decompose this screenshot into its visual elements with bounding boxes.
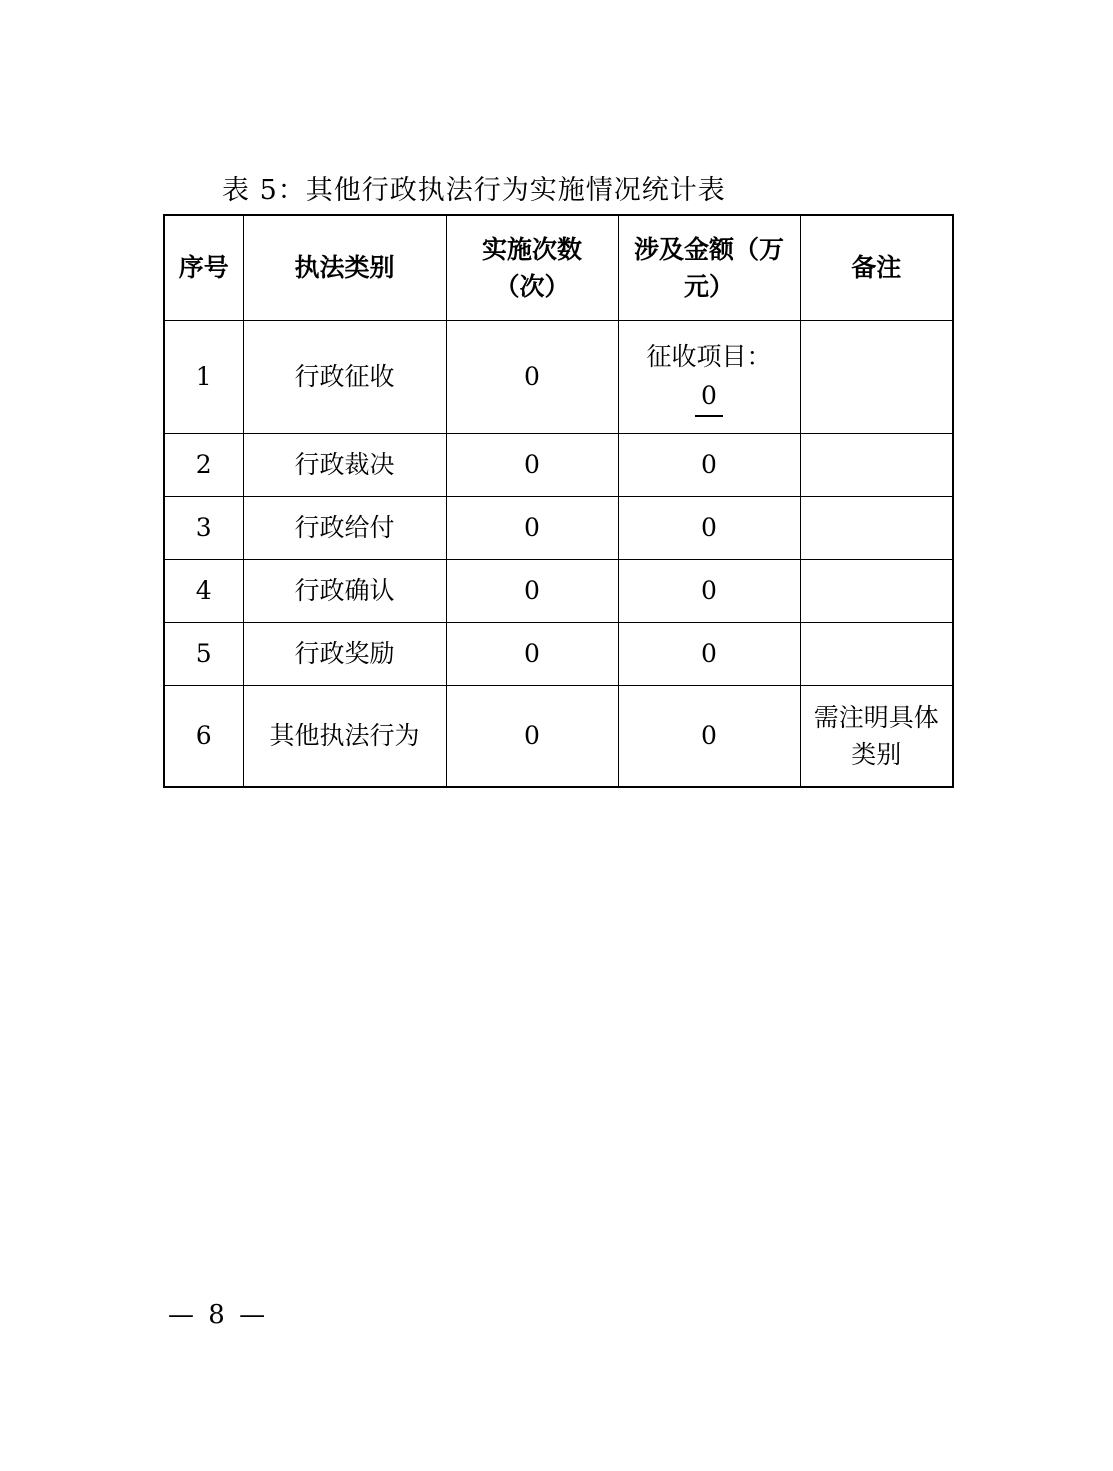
column-header-count-line1: 实施次数 bbox=[481, 234, 582, 264]
cell-amount: 0 bbox=[618, 497, 800, 560]
cell-remark bbox=[800, 434, 953, 497]
table-row bbox=[164, 560, 953, 623]
column-header-category: 执法类别 bbox=[243, 215, 446, 321]
cell-remark bbox=[800, 623, 953, 686]
column-header-amount bbox=[618, 215, 800, 321]
cell-remark bbox=[800, 686, 953, 788]
cell-index: 6 bbox=[164, 686, 243, 788]
column-header-count bbox=[446, 215, 618, 321]
cell-count: 0 bbox=[446, 623, 618, 686]
table-row bbox=[164, 497, 953, 560]
cell-amount: 0 bbox=[618, 560, 800, 623]
table-row bbox=[164, 321, 953, 434]
cell-remark bbox=[800, 497, 953, 560]
cell-category: 行政裁决 bbox=[243, 434, 446, 497]
table-row bbox=[164, 434, 953, 497]
page-title: 表 5：其他行政执法行为实施情况统计表 bbox=[222, 175, 726, 206]
cell-remark bbox=[800, 321, 953, 434]
table-header-row bbox=[164, 215, 953, 321]
cell-index: 2 bbox=[164, 434, 243, 497]
table-row bbox=[164, 686, 953, 788]
cell-index: 3 bbox=[164, 497, 243, 560]
cell-index: 1 bbox=[164, 321, 243, 434]
column-header-amount-line2: 元） bbox=[683, 272, 734, 301]
cell-amount: 0 bbox=[618, 434, 800, 497]
cell-remark-line1: 需注明具体 bbox=[813, 702, 939, 732]
cell-category: 行政给付 bbox=[243, 497, 446, 560]
statistics-table bbox=[163, 214, 954, 788]
cell-category: 其他执法行为 bbox=[243, 686, 446, 788]
cell-remark-line2: 类别 bbox=[851, 740, 902, 769]
cell-category: 行政确认 bbox=[243, 560, 446, 623]
cell-count: 0 bbox=[446, 686, 618, 788]
cell-remark bbox=[800, 560, 953, 623]
cell-count: 0 bbox=[446, 321, 618, 434]
column-header-count-line2: （次） bbox=[494, 272, 570, 301]
column-header-amount-line1: 涉及金额（万 bbox=[633, 234, 784, 264]
column-header-index: 序号 bbox=[164, 215, 243, 321]
cell-count: 0 bbox=[446, 560, 618, 623]
page-number: — 8 — bbox=[168, 1300, 269, 1330]
table-body bbox=[164, 321, 953, 788]
table-header bbox=[164, 215, 953, 321]
column-header-remark: 备注 bbox=[800, 215, 953, 321]
table-row bbox=[164, 623, 953, 686]
cell-amount bbox=[618, 321, 800, 434]
cell-category: 行政奖励 bbox=[243, 623, 446, 686]
cell-count: 0 bbox=[446, 434, 618, 497]
cell-count: 0 bbox=[446, 497, 618, 560]
cell-category: 行政征收 bbox=[243, 321, 446, 434]
cell-amount-value: 0 bbox=[695, 377, 723, 417]
cell-amount-label: 征收项目： bbox=[646, 341, 772, 371]
cell-amount: 0 bbox=[618, 686, 800, 788]
cell-index: 4 bbox=[164, 560, 243, 623]
cell-amount: 0 bbox=[618, 623, 800, 686]
cell-amount-value-wrap bbox=[623, 375, 796, 417]
cell-index: 5 bbox=[164, 623, 243, 686]
